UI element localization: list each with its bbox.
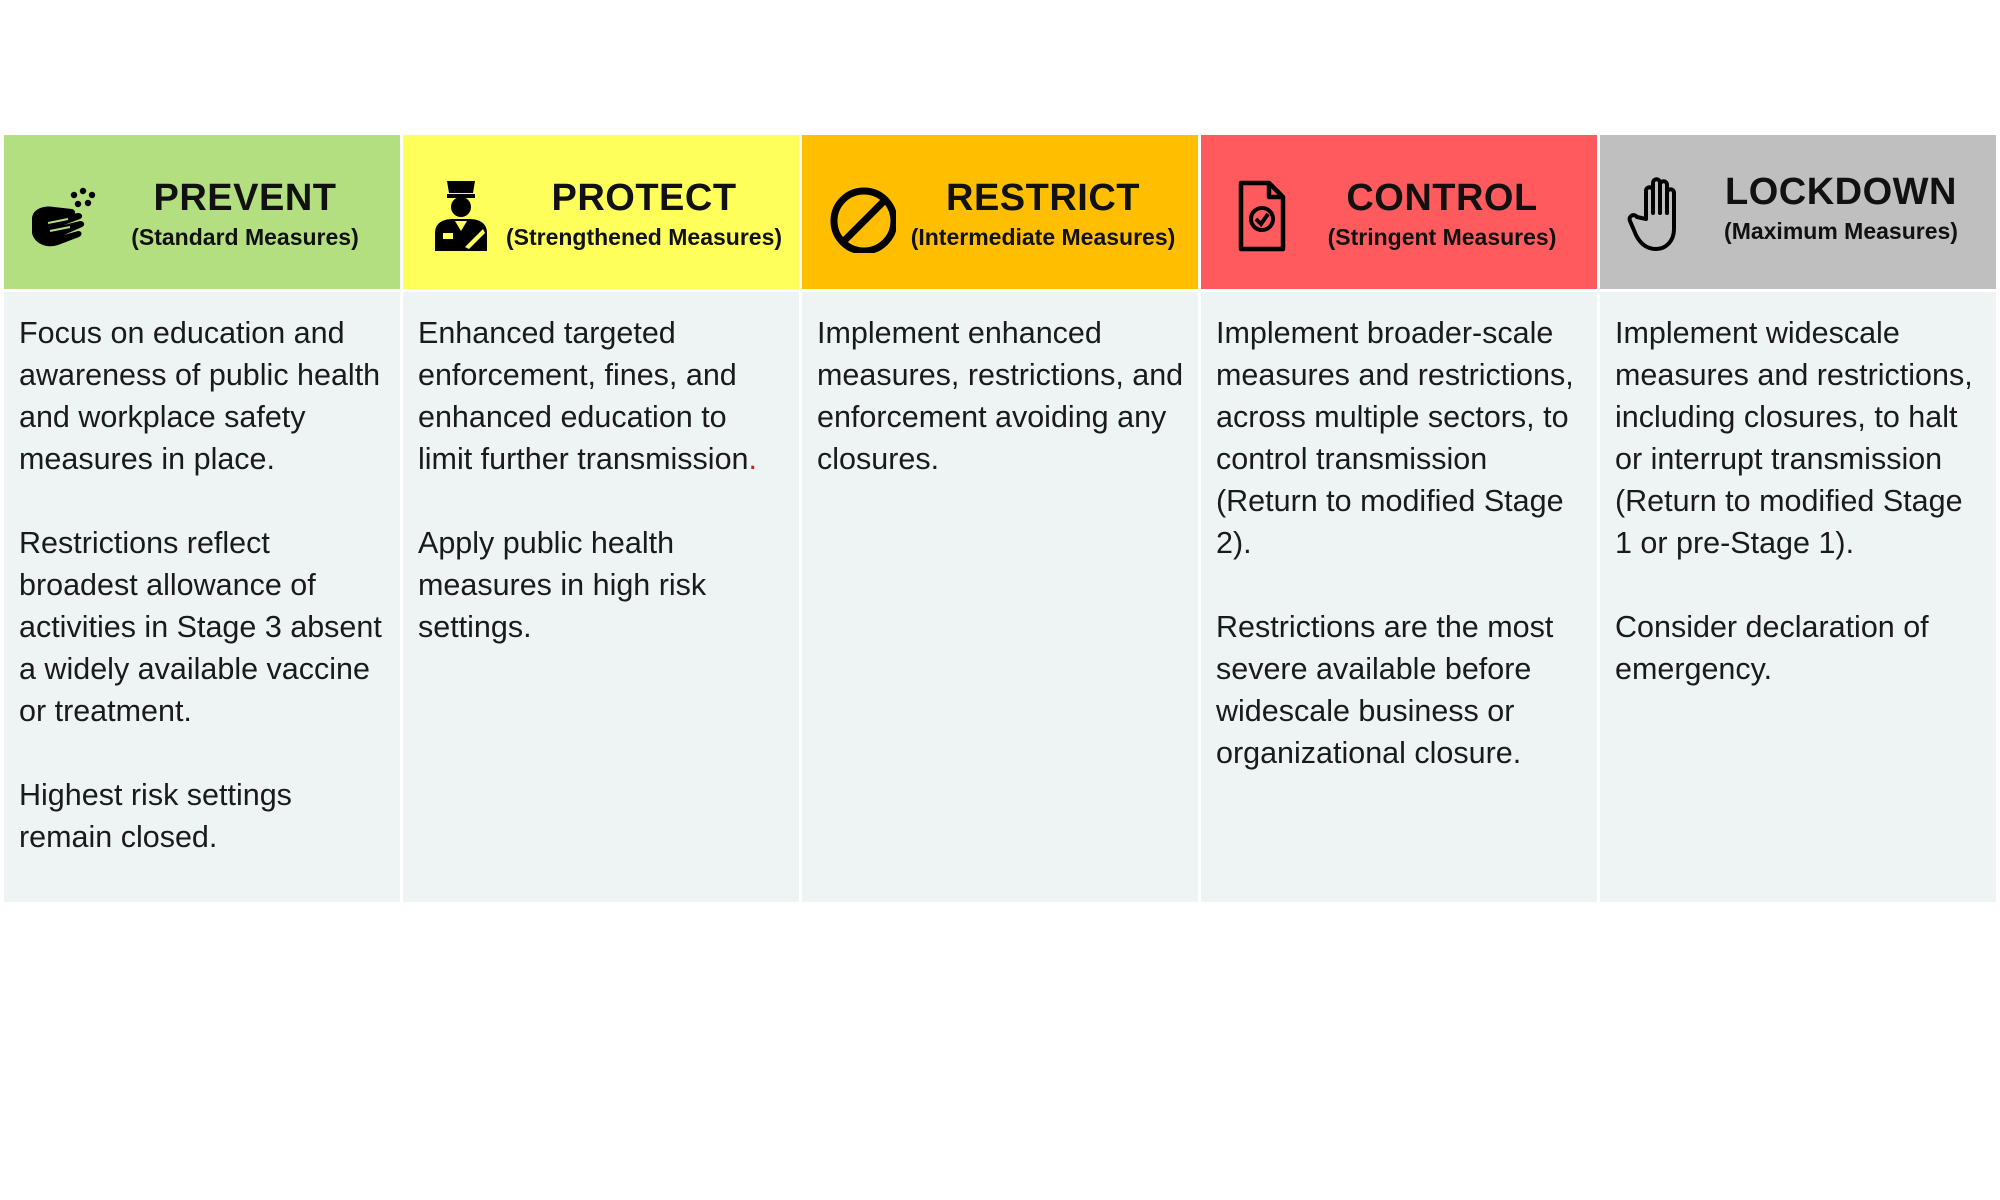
description-paragraph (418, 312, 789, 480)
level-description (1201, 292, 1597, 902)
description-paragraph: Consider declaration of emergency. (1615, 610, 1929, 686)
description-text: Enhanced targeted enforcement, fines, and enhanced education to limit further transmission (418, 316, 749, 476)
level-description (403, 292, 799, 902)
description-paragraph: Restrictions are the most severe available before widescale business or organizational closure. (1216, 610, 1554, 770)
level-control (1201, 135, 1597, 902)
level-subtitle: (Maximum Measures) (1724, 218, 1958, 244)
level-description (1600, 292, 1996, 902)
document-check-icon (1225, 173, 1295, 253)
level-title: PROTECT (551, 177, 737, 219)
level-lockdown (1600, 135, 1996, 902)
level-title: RESTRICT (946, 177, 1140, 219)
stop-hand-icon (1624, 173, 1694, 253)
trailing-mark: . (748, 442, 757, 476)
level-restrict (802, 135, 1198, 902)
description-paragraph: Implement broader-scale measures and restrictions, across multiple sectors, to control transmission (Return to modified Stage 2). (1216, 316, 1574, 560)
level-description (4, 292, 400, 902)
level-prevent (4, 135, 400, 902)
level-subtitle: (Intermediate Measures) (910, 224, 1176, 250)
level-header (1201, 135, 1597, 289)
level-header (802, 135, 1198, 289)
response-framework (4, 135, 1996, 902)
level-title: PREVENT (153, 177, 337, 219)
description-paragraph: Implement widescale measures and restrictions, including closures, to halt or interrupt transmission (Return to modified Stage 1 or pre-Stage 1). (1615, 316, 1973, 560)
level-subtitle: (Standard Measures) (131, 224, 359, 250)
description-paragraph: Focus on education and awareness of public health and workplace safety measures in place. (19, 316, 381, 476)
level-header (4, 135, 400, 289)
level-title: LOCKDOWN (1725, 171, 1957, 213)
level-subtitle: (Stringent Measures) (1327, 224, 1557, 250)
description-paragraph: Apply public health measures in high risk settings. (418, 526, 707, 644)
level-description (802, 292, 1198, 902)
police-officer-icon (427, 173, 497, 253)
prohibited-icon (826, 173, 896, 253)
level-subtitle: (Strengthened Measures) (505, 224, 783, 250)
level-header (1600, 135, 1996, 289)
description-paragraph: Restrictions reflect broadest allowance of activities in Stage 3 absent a widely available vaccine or treatment. (19, 526, 382, 728)
level-protect (403, 135, 799, 902)
description-paragraph: Highest risk settings remain closed. (19, 778, 292, 854)
description-paragraph: Implement enhanced measures, restrictions, and enforcement avoiding any closures. (817, 316, 1184, 476)
level-header (403, 135, 799, 289)
level-title: CONTROL (1346, 177, 1538, 219)
handwash-icon (28, 173, 98, 253)
